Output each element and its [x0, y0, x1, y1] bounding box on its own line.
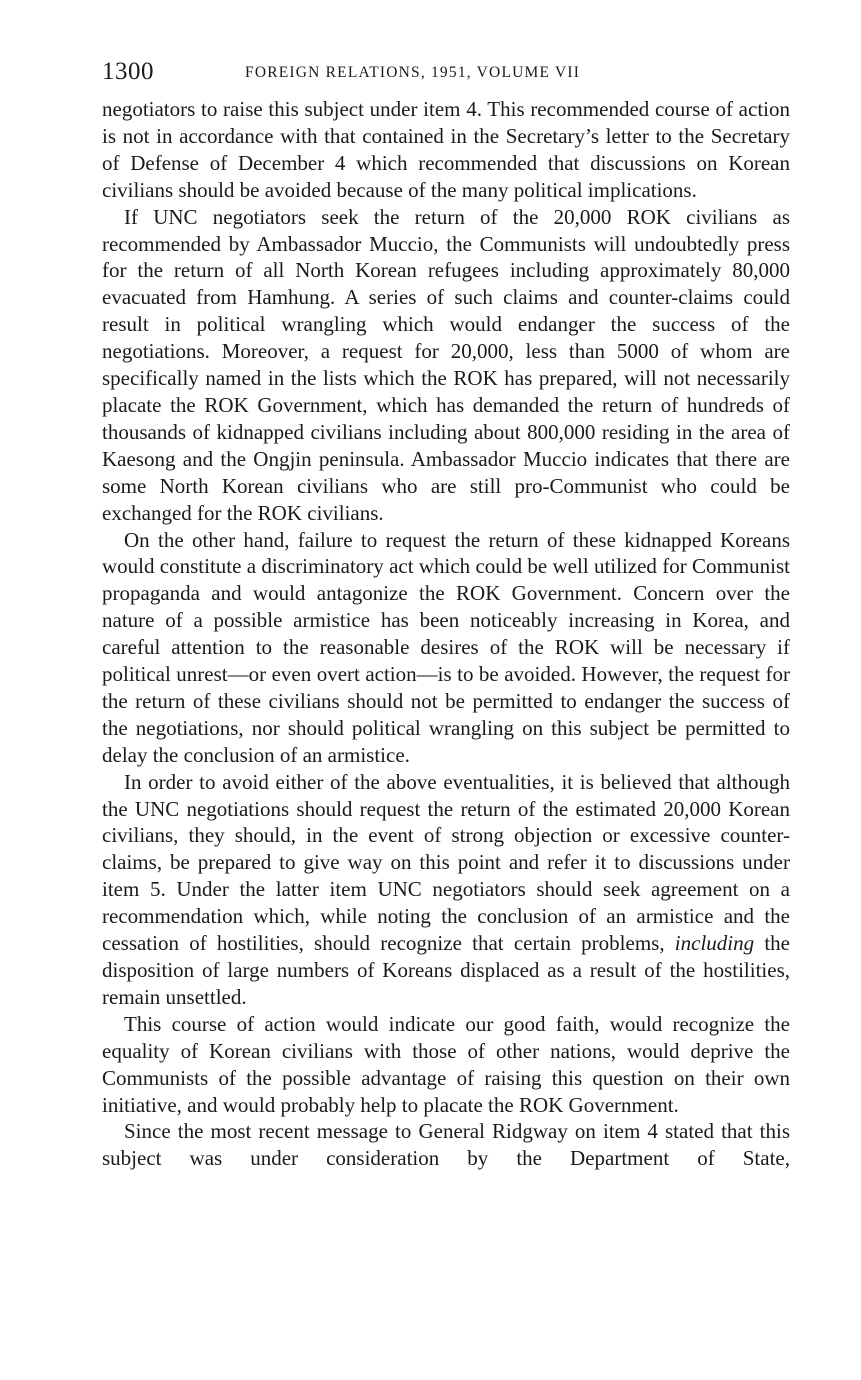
paragraph-continues-next-page: Since the most recent message to General Ridgway on item 4 stated that this subject was under consideration by the Department of State, — [102, 1119, 790, 1171]
emphasis-text: including — [674, 931, 755, 956]
paragraph: On the other hand, failure to request the return of these kidnapped Koreans would constitute a discriminatory act which could be well utilized for Communist propaganda and would antagonize the ROK Government. Concern over the nature of a possible armistice has been noticeably increasing in Korea, and careful attention to the reasonable desires of the ROK will be necessary if political unrest—or even overt action—is to be avoided. However, the request for the return of these civilians should not be permitted to endanger the success of the negotiations, nor should political wrangling on this subject be permitted to delay the conclusion of an armistice. — [102, 527, 790, 767]
paragraph-text-before-emphasis: In order to avoid either of the above eventualities, it is believed that although the UNC negotiations should request the return of the estimated 20,000 Korean civilians, they should, in the event of strong objection or excessive counter-claims, be prepared to give way on this point and refer it to discussions under item 5. Under the latter item UNC negotiators should seek agreement on a recommendation which, while noting the conclusion of an armistice and the cessation of hostilities, should recognize that certain problems, — [102, 769, 790, 956]
page-header — [102, 58, 790, 90]
running-head: FOREIGN RELATIONS, 1951, VOLUME VII — [245, 64, 581, 81]
paragraph-text-after-emphasis: the disposition of large numbers of Koreans displaced as a result of the hostilities, remain unsettled. — [102, 931, 791, 1009]
body-text — [102, 96, 790, 1172]
paragraph — [102, 769, 790, 1011]
paragraph: If UNC negotiators seek the return of the 20,000 ROK civilians as recommended by Ambassador Muccio, the Communists will undoubtedly press for the return of all North Korean refugees including approximately 80,000 evacuated from Hamhung. A series of such claims and counter-claims could result in political wrangling which would endanger the success of the negotiations. Moreover, a request for 20,000, less than 5000 of whom are specifically named in the lists which the ROK has prepared, will not necessarily placate the ROK Government, which has demanded the return of hundreds of thousands of kidnapped civilians including about 800,000 residing in the area of Kaesong and the Ongjin peninsula. Ambassador Muccio indicates that there are some North Korean civilians who are still pro-Communist who could be exchanged for the ROK civilians. — [102, 204, 790, 525]
document-page — [102, 58, 790, 1172]
page-number: 1300 — [102, 58, 154, 85]
paragraph: This course of action would indicate our good faith, would recognize the equality of Korean civilians with those of other nations, would deprive the Communists of the possible advantage of raising this question on their own initiative, and would probably help to placate the ROK Government. — [102, 1011, 790, 1117]
paragraph-continued: negotiators to raise this subject under item 4. This recommended course of action is not in accordance with that contained in the Secretary’s letter to the Secretary of Defense of December 4 which recommended that discussions on Korean civilians should be avoided because of the many political implications. — [102, 97, 790, 202]
